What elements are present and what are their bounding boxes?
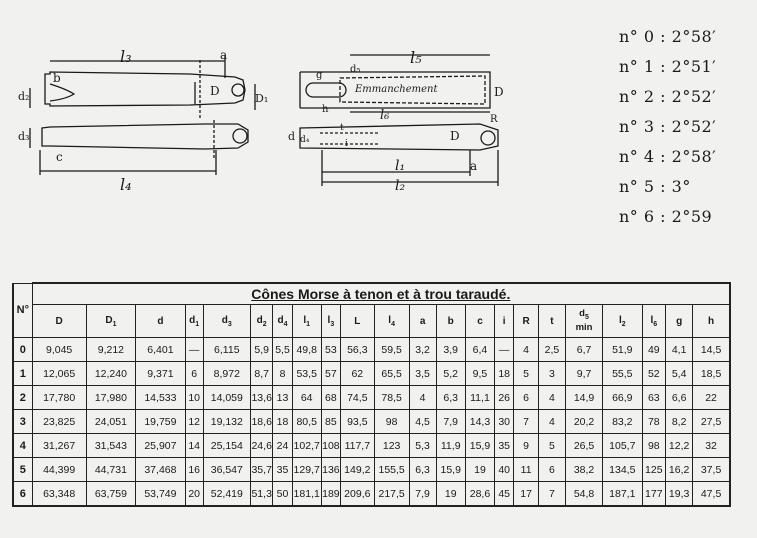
table-cell: 6,401	[136, 338, 186, 362]
cone-shank-drawing	[30, 55, 255, 175]
label-d2-left: d₂	[18, 90, 30, 103]
table-cell: 45	[495, 482, 514, 507]
column-header: $l_3$	[321, 305, 340, 338]
label-d3-left: d₃	[18, 130, 30, 143]
row-number: 4	[13, 434, 32, 458]
table-cell: 17,980	[86, 386, 136, 410]
table-row	[13, 410, 730, 434]
label-i: i	[345, 139, 348, 149]
table-title: Cônes Morse à tenon et à trou taraudé.	[32, 283, 730, 305]
table-cell: 32	[693, 434, 730, 458]
table-cell: 10	[185, 386, 203, 410]
table-cell: 209,6	[340, 482, 374, 507]
table-cell: 6,6	[666, 386, 693, 410]
table-cell: 20	[185, 482, 203, 507]
table-cell: 7,9	[436, 410, 465, 434]
table-cell: 6	[538, 458, 565, 482]
table-cell: 15,9	[465, 434, 494, 458]
table-cell: 85	[321, 410, 340, 434]
table-cell: 66,9	[603, 386, 642, 410]
table-cell: 6,115	[203, 338, 250, 362]
table-cell: 53	[321, 338, 340, 362]
table-cell: 5,3	[409, 434, 436, 458]
table-cell: 78	[642, 410, 666, 434]
table-cell: 37,468	[136, 458, 186, 482]
label-c-left: c	[56, 150, 63, 164]
table-cell: 50	[273, 482, 292, 507]
column-header: $D_1$	[86, 305, 136, 338]
column-header: $l_6$	[642, 305, 666, 338]
table-cell: 17,780	[32, 386, 86, 410]
table-cell: 108	[321, 434, 340, 458]
angle-list	[619, 22, 757, 232]
table-cell: 49,8	[292, 338, 321, 362]
table-cell: 11,9	[436, 434, 465, 458]
column-header: R	[514, 305, 539, 338]
label-d5: d₅	[350, 64, 361, 75]
table-cell: 56,3	[340, 338, 374, 362]
table-cell: 83,2	[603, 410, 642, 434]
table-cell: 80,5	[292, 410, 321, 434]
table-cell: 136	[321, 458, 340, 482]
row-number: 1	[13, 362, 32, 386]
table-cell: 23,825	[32, 410, 86, 434]
row-number: 6	[13, 482, 32, 507]
table-cell: 38,2	[565, 458, 602, 482]
table-cell: 149,2	[340, 458, 374, 482]
table-cell: 12,240	[86, 362, 136, 386]
label-l5: l₅	[410, 48, 422, 67]
table-cell: 36,547	[203, 458, 250, 482]
table-cell: 52,419	[203, 482, 250, 507]
label-D-lower: D	[450, 129, 460, 143]
table-cell: 59,5	[374, 338, 409, 362]
table-cell: 51,9	[603, 338, 642, 362]
table-cell: 105,7	[603, 434, 642, 458]
table-cell: 26,5	[565, 434, 602, 458]
table-cell: 44,399	[32, 458, 86, 482]
label-d-right: d	[288, 130, 296, 143]
table-cell: 5,2	[436, 362, 465, 386]
table-cell: 14	[185, 434, 203, 458]
table-cell: 52	[642, 362, 666, 386]
label-l4: l₄	[120, 175, 132, 194]
table-cell: 35,7	[250, 458, 273, 482]
table-cell: 14,5	[693, 338, 730, 362]
table-cell: 2,5	[538, 338, 565, 362]
column-header: i	[495, 305, 514, 338]
table-cell: 27,5	[693, 410, 730, 434]
table-cell: 22	[693, 386, 730, 410]
table-cell: 7,9	[409, 482, 436, 507]
table-cell: 9,212	[86, 338, 136, 362]
table-cell: 19,759	[136, 410, 186, 434]
table-cell: 123	[374, 434, 409, 458]
table-cell: 19	[436, 482, 465, 507]
table-cell: 9,371	[136, 362, 186, 386]
table-cell: 64	[292, 386, 321, 410]
table-cell: 40	[495, 458, 514, 482]
table-cell: 98	[374, 410, 409, 434]
column-header: $d_5$ min	[565, 305, 602, 338]
table-cell: 37,5	[693, 458, 730, 482]
table-cell: 31,267	[32, 434, 86, 458]
label-h: h	[322, 104, 329, 115]
table-cell: 6,3	[409, 458, 436, 482]
table-cell: 18,5	[693, 362, 730, 386]
table-cell: 30	[495, 410, 514, 434]
table-row	[13, 386, 730, 410]
table-cell: 16	[185, 458, 203, 482]
table-cell: 49	[642, 338, 666, 362]
table-cell: 53,5	[292, 362, 321, 386]
table-cell: 20,2	[565, 410, 602, 434]
table-cell: 6	[514, 386, 539, 410]
table-cell: 129,7	[292, 458, 321, 482]
table-cell: 57	[321, 362, 340, 386]
table-cell: 7	[514, 410, 539, 434]
table-cell: 55,5	[603, 362, 642, 386]
table-cell: 9,045	[32, 338, 86, 362]
column-header: d	[136, 305, 186, 338]
table-cell: 63,348	[32, 482, 86, 507]
angle-item: n° 2 : 2°52′	[619, 87, 717, 106]
table-cell: 18	[273, 410, 292, 434]
table-cell: 35	[273, 458, 292, 482]
angle-item: n° 1 : 2°51′	[619, 57, 717, 76]
table-cell: 78,5	[374, 386, 409, 410]
table-cell: 18	[495, 362, 514, 386]
table-cell: 6,7	[565, 338, 602, 362]
table-cell: 4	[538, 386, 565, 410]
label-t: t	[340, 123, 344, 133]
column-header: L	[340, 305, 374, 338]
table-cell: 13,6	[250, 386, 273, 410]
table-cell: 5,9	[250, 338, 273, 362]
label-D-left: D	[210, 84, 220, 98]
table-cell: 187,1	[603, 482, 642, 507]
table-cell: 35	[495, 434, 514, 458]
column-header: $d_3$	[203, 305, 250, 338]
angle-item: n° 4 : 2°58′	[619, 147, 717, 166]
table-cell: 24,051	[86, 410, 136, 434]
table-cell: 125	[642, 458, 666, 482]
table-cell: 8,7	[250, 362, 273, 386]
table-cell: 5	[538, 434, 565, 458]
table-cell: 8,2	[666, 410, 693, 434]
column-header-row	[13, 305, 730, 338]
angle-item: n° 3 : 2°52′	[619, 117, 717, 136]
column-header: b	[436, 305, 465, 338]
table-cell: 4	[514, 338, 539, 362]
table-cell: 68	[321, 386, 340, 410]
table-cell: 47,5	[693, 482, 730, 507]
table-cell: 9	[514, 434, 539, 458]
table-cell: 189	[321, 482, 340, 507]
label-l2: l₂	[395, 178, 406, 194]
column-header: g	[666, 305, 693, 338]
table-cell: 31,543	[86, 434, 136, 458]
table-cell: 63	[642, 386, 666, 410]
table-cell: 8	[273, 362, 292, 386]
table-cell: 28,6	[465, 482, 494, 507]
table-cell: 14,3	[465, 410, 494, 434]
table-cell: 155,5	[374, 458, 409, 482]
table-row	[13, 362, 730, 386]
column-header: D	[32, 305, 86, 338]
table-cell: 134,5	[603, 458, 642, 482]
table-cell: 19,3	[666, 482, 693, 507]
table-cell: 51,3	[250, 482, 273, 507]
column-header: $l_4$	[374, 305, 409, 338]
table-cell: 181,1	[292, 482, 321, 507]
label-l3: l₃	[120, 47, 132, 66]
table-row	[13, 338, 730, 362]
dimensions-table	[12, 282, 731, 507]
table-cell: 7	[538, 482, 565, 507]
table-cell: 12,2	[666, 434, 693, 458]
table-cell: —	[185, 338, 203, 362]
table-cell: 17	[514, 482, 539, 507]
label-emmanchement: Emmanchement	[355, 84, 438, 95]
table-cell: 8,972	[203, 362, 250, 386]
table-cell: 16,2	[666, 458, 693, 482]
column-header: h	[693, 305, 730, 338]
table-cell: 62	[340, 362, 374, 386]
table-cell: 98	[642, 434, 666, 458]
label-l6: l₆	[380, 108, 390, 123]
label-l1: l₁	[395, 158, 406, 174]
table-cell: 5,5	[273, 338, 292, 362]
label-R: R	[490, 114, 498, 125]
table-cell: 177	[642, 482, 666, 507]
label-D-right: D	[494, 85, 504, 99]
table-row	[13, 458, 730, 482]
row-number: 3	[13, 410, 32, 434]
angle-item: n° 6 : 2°59	[619, 207, 713, 226]
morse-cone-drawings	[0, 0, 600, 270]
table-cell: 4	[538, 410, 565, 434]
table-cell: 14,533	[136, 386, 186, 410]
table-cell: 74,5	[340, 386, 374, 410]
table-cell: 5,4	[666, 362, 693, 386]
table-cell: 53,749	[136, 482, 186, 507]
column-header: c	[465, 305, 494, 338]
table-cell: —	[495, 338, 514, 362]
table-cell: 3	[538, 362, 565, 386]
table-cell: 3,9	[436, 338, 465, 362]
label-D1-left: D₁	[255, 92, 269, 105]
table-cell: 15,9	[436, 458, 465, 482]
table-cell: 5	[514, 362, 539, 386]
table-cell: 14,9	[565, 386, 602, 410]
table-cell: 54,8	[565, 482, 602, 507]
table-cell: 11	[514, 458, 539, 482]
table-cell: 4,1	[666, 338, 693, 362]
column-header: $d_2$	[250, 305, 273, 338]
table-cell: 4,5	[409, 410, 436, 434]
table-cell: 117,7	[340, 434, 374, 458]
table-row	[13, 482, 730, 507]
table-cell: 19	[465, 458, 494, 482]
table-cell: 93,5	[340, 410, 374, 434]
table-cell: 9,5	[465, 362, 494, 386]
table-cell: 12,065	[32, 362, 86, 386]
table-cell: 4	[409, 386, 436, 410]
table-cell: 63,759	[86, 482, 136, 507]
row-number: 2	[13, 386, 32, 410]
table-cell: 102,7	[292, 434, 321, 458]
table-body	[13, 338, 730, 507]
table-cell: 25,154	[203, 434, 250, 458]
column-header: $l_2$	[603, 305, 642, 338]
table-cell: 24	[273, 434, 292, 458]
table-cell: 18,6	[250, 410, 273, 434]
angle-item: n° 5 : 3°	[619, 177, 691, 196]
table-cell: 24,6	[250, 434, 273, 458]
n-header: N°	[13, 283, 32, 338]
label-d4-right: d₄	[300, 135, 310, 145]
table-cell: 44,731	[86, 458, 136, 482]
table-cell: 6	[185, 362, 203, 386]
column-header: a	[409, 305, 436, 338]
table-cell: 9,7	[565, 362, 602, 386]
table-cell: 3,2	[409, 338, 436, 362]
table-cell: 65,5	[374, 362, 409, 386]
label-g: g	[316, 70, 323, 81]
column-header: $l_1$	[292, 305, 321, 338]
label-a-right: a	[470, 159, 478, 173]
column-header: $d_1$	[185, 305, 203, 338]
table-cell: 14,059	[203, 386, 250, 410]
table-cell: 6,4	[465, 338, 494, 362]
table-row	[13, 434, 730, 458]
angle-item: n° 0 : 2°58′	[619, 27, 717, 46]
table-cell: 25,907	[136, 434, 186, 458]
label-a-left: a	[220, 48, 228, 62]
table-cell: 13	[273, 386, 292, 410]
row-number: 0	[13, 338, 32, 362]
table-cell: 12	[185, 410, 203, 434]
dimensions-table-wrap	[12, 282, 731, 503]
column-header: t	[538, 305, 565, 338]
label-b-left: b	[53, 71, 61, 85]
table-cell: 19,132	[203, 410, 250, 434]
table-cell: 26	[495, 386, 514, 410]
row-number: 5	[13, 458, 32, 482]
table-cell: 6,3	[436, 386, 465, 410]
table-cell: 217,5	[374, 482, 409, 507]
table-cell: 3,5	[409, 362, 436, 386]
column-header: $d_4$	[273, 305, 292, 338]
table-cell: 11,1	[465, 386, 494, 410]
